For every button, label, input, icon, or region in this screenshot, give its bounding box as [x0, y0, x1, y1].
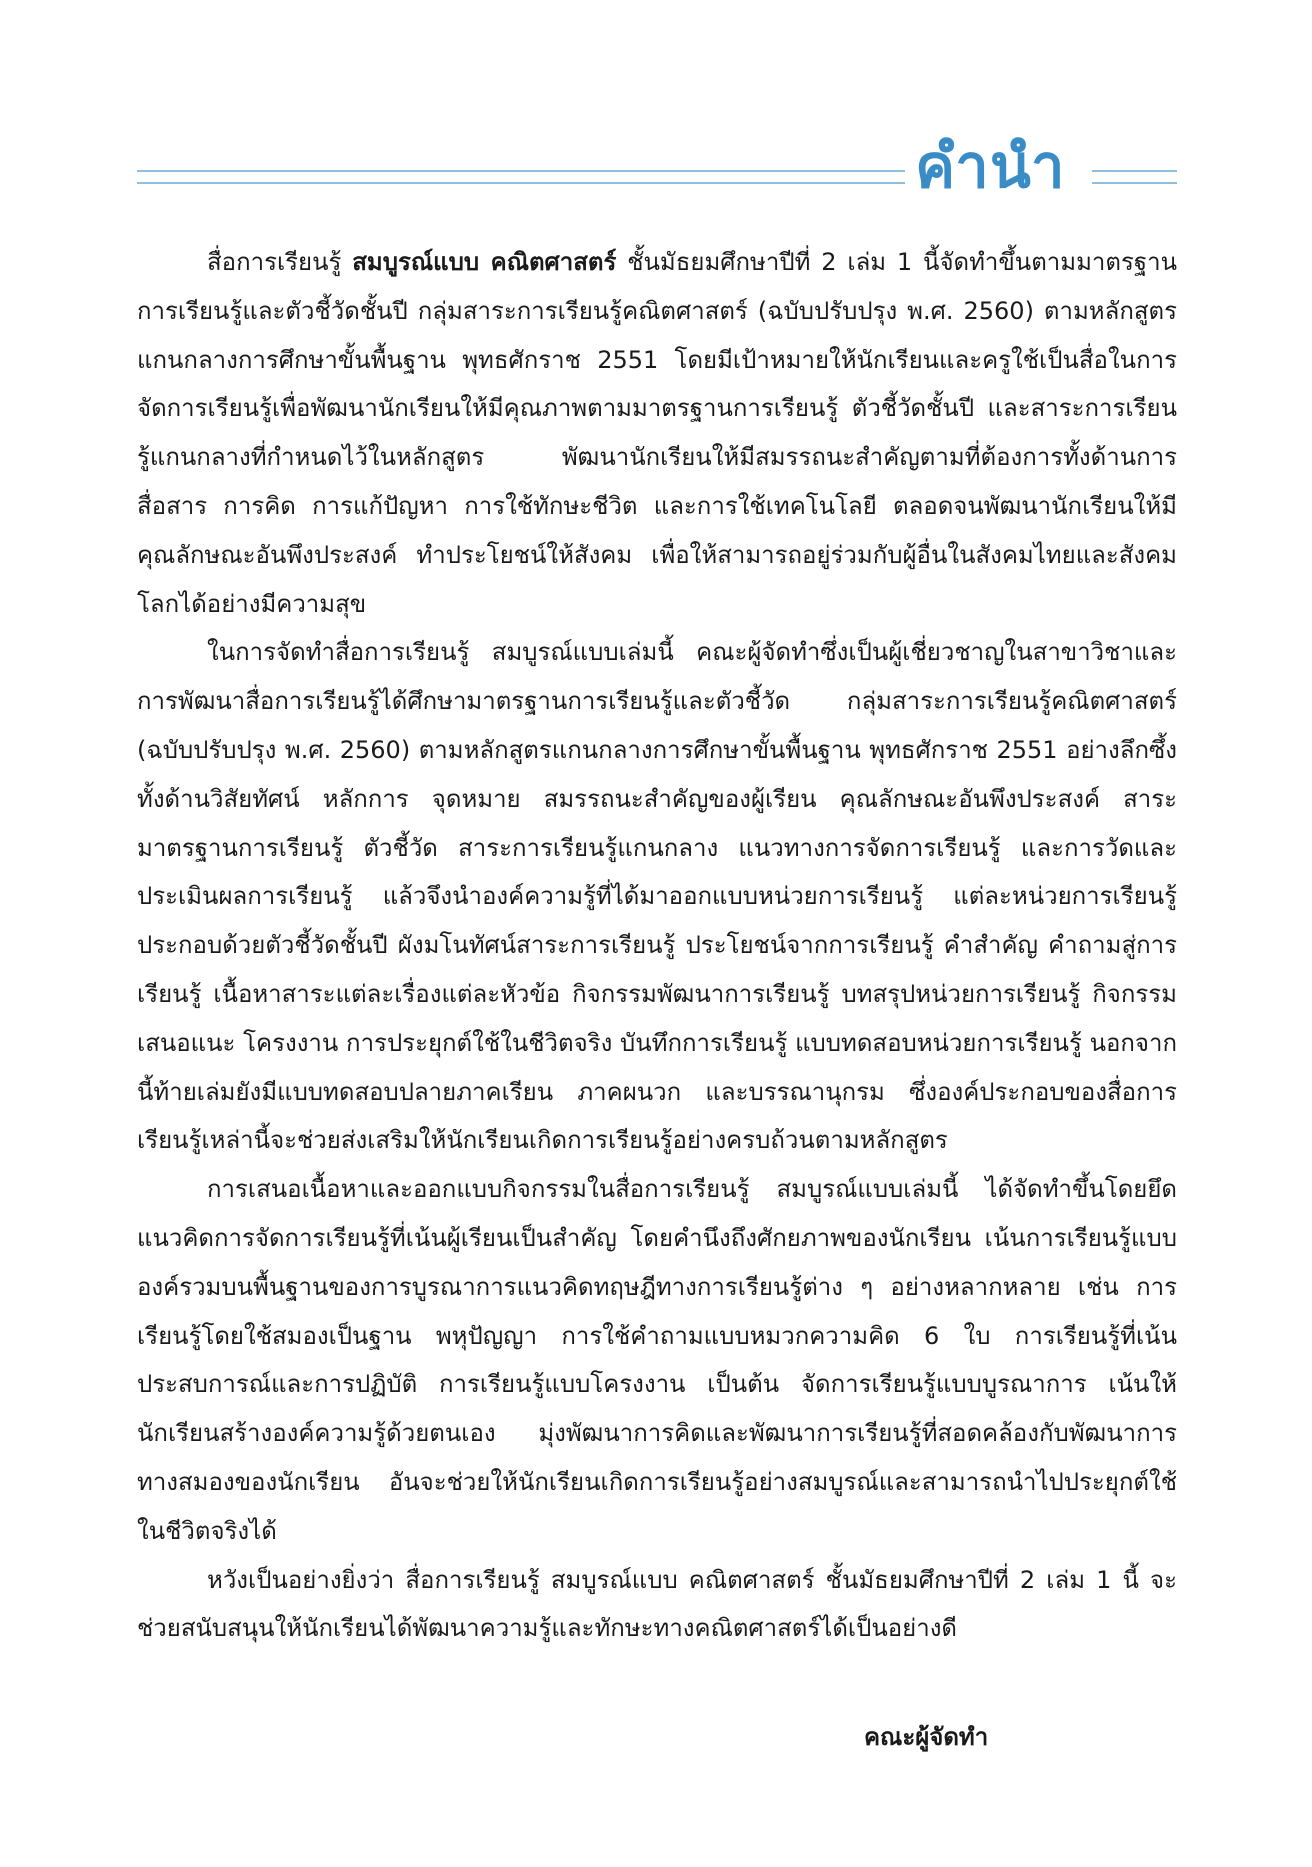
paragraph-1 [137, 238, 1177, 628]
paragraph-2: ในการจัดทำสื่อการเรียนรู้ สมบูรณ์แบบเล่มนี้ คณะผู้จัดทำซึ่งเป็นผู้เชี่ยวชาญในสาขาวิชาและการพัฒนาสื่อการเรียนรู้ได้ศึกษามาตรฐานการเรียนรู้และตัวชี้วัด กลุ่มสาระการเรียนรู้คณิตศาสตร์ (ฉบับปรับปรุง พ.ศ. 2560) ตามหลักสูตรแกนกลางการศึกษาขั้นพื้นฐาน พุทธศักราช 2551 อย่างลึกซึ้ง ทั้งด้านวิสัยทัศน์ หลักการ จุดหมาย สมรรถนะสำคัญของผู้เรียน คุณลักษณะอันพึงประสงค์ สาระ มาตรฐานการเรียนรู้ ตัวชี้วัด สาระการเรียนรู้แกนกลาง แนวทางการจัดการเรียนรู้ และการวัดและประเมินผลการเรียนรู้ แล้วจึงนำองค์ความรู้ที่ได้มาออกแบบหน่วยการเรียนรู้ แต่ละหน่วยการเรียนรู้ประกอบด้วยตัวชี้วัดชั้นปี ผังมโนทัศน์สาระการเรียนรู้ ประโยชน์จากการเรียนรู้ คำสำคัญ คำถามสู่การเรียนรู้ เนื้อหาสาระแต่ละเรื่องแต่ละหัวข้อ กิจกรรมพัฒนาการเรียนรู้ บทสรุปหน่วยการเรียนรู้ กิจกรรมเสนอแนะ โครงงาน การประยุกต์ใช้ในชีวิตจริง บันทึกการเรียนรู้ แบบทดสอบหน่วยการเรียนรู้ นอกจากนี้ท้ายเล่มยังมีแบบทดสอบปลายภาคเรียน ภาคผนวก และบรรณานุกรม ซึ่งองค์ประกอบของสื่อการเรียนรู้เหล่านี้จะช่วยส่งเสริมให้นักเรียนเกิดการเรียนรู้อย่างครบถ้วนตามหลักสูตร [137, 638, 1177, 1155]
signature: คณะผู้จัดทำ [864, 1723, 989, 1751]
book-title-bold: สมบูรณ์แบบ คณิตศาสตร์ [352, 248, 617, 276]
paragraph-3: การเสนอเนื้อหาและออกแบบกิจกรรมในสื่อการเรียนรู้ สมบูรณ์แบบเล่มนี้ ได้จัดทำขึ้นโดยยึดแนวคิดการจัดการเรียนรู้ที่เน้นผู้เรียนเป็นสำคัญ โดยคำนึงถึงศักยภาพของนักเรียน เน้นการเรียนรู้แบบองค์รวมบนพื้นฐานของการบูรณาการแนวคิดทฤษฎีทางการเรียนรู้ต่าง ๆ อย่างหลากหลาย เช่น การเรียนรู้โดยใช้สมองเป็นฐาน พหุปัญญา การใช้คำถามแบบหมวกความคิด 6 ใบ การเรียนรู้ที่เน้นประสบการณ์และการปฏิบัติ การเรียนรู้แบบโครงงาน เป็นต้น จัดการเรียนรู้แบบบูรณาการ เน้นให้นักเรียนสร้างองค์ความรู้ด้วยตนเอง มุ่งพัฒนาการคิดและพัฒนาการเรียนรู้ที่สอดคล้องกับพัฒนาการทางสมองของนักเรียน อันจะช่วยให้นักเรียนเกิดการเรียนรู้อย่างสมบูรณ์และสามารถนำไปประยุกต์ใช้ในชีวิตจริงได้ [137, 1175, 1177, 1545]
paragraph-1-rest: ชั้นมัธยมศึกษาปีที่ 2 เล่ม 1 นี้จัดทำขึ้นตามมาตรฐานการเรียนรู้และตัวชี้วัดชั้นปี กลุ่มสาระการเรียนรู้คณิตศาสตร์ (ฉบับปรับปรุง พ.ศ. 2560) ตามหลักสูตรแกนกลางการศึกษาขั้นพื้นฐาน พุทธศักราช 2551 โดยมีเป้าหมายให้นักเรียนและครูใช้เป็นสื่อในการจัดการเรียนรู้เพื่อพัฒนานักเรียนให้มีคุณภาพตามมาตรฐานการเรียนรู้ ตัวชี้วัดชั้นปี และสาระการเรียนรู้แกนกลางที่กำหนดไว้ในหลักสูตร พัฒนานักเรียนให้มีสมรรถนะสำคัญตามที่ต้องการทั้งด้านการสื่อสาร การคิด การแก้ปัญหา การใช้ทักษะชีวิต และการใช้เทคโนโลยี ตลอดจนพัฒนานักเรียนให้มีคุณลักษณะอันพึงประสงค์ ทำประโยชน์ให้สังคม เพื่อให้สามารถอยู่ร่วมกับผู้อื่นในสังคมไทยและสังคมโลกได้อย่างมีความสุข [137, 248, 1177, 618]
paragraph-1-lead: สื่อการเรียนรู้ [207, 248, 353, 276]
page-title: คำนำ [915, 132, 1066, 202]
title-rule-right [1092, 170, 1177, 184]
preface-body [137, 238, 1177, 1653]
page-header [137, 128, 1177, 218]
paragraph-4: หวังเป็นอย่างยิ่งว่า สื่อการเรียนรู้ สมบูรณ์แบบ คณิตศาสตร์ ชั้นมัธยมศึกษาปีที่ 2 เล่ม 1 นี้ จะช่วยสนับสนุนให้นักเรียนได้พัฒนาความรู้และทักษะทางคณิตศาสตร์ได้เป็นอย่างดี [137, 1565, 1177, 1643]
title-rule-left [137, 170, 905, 184]
